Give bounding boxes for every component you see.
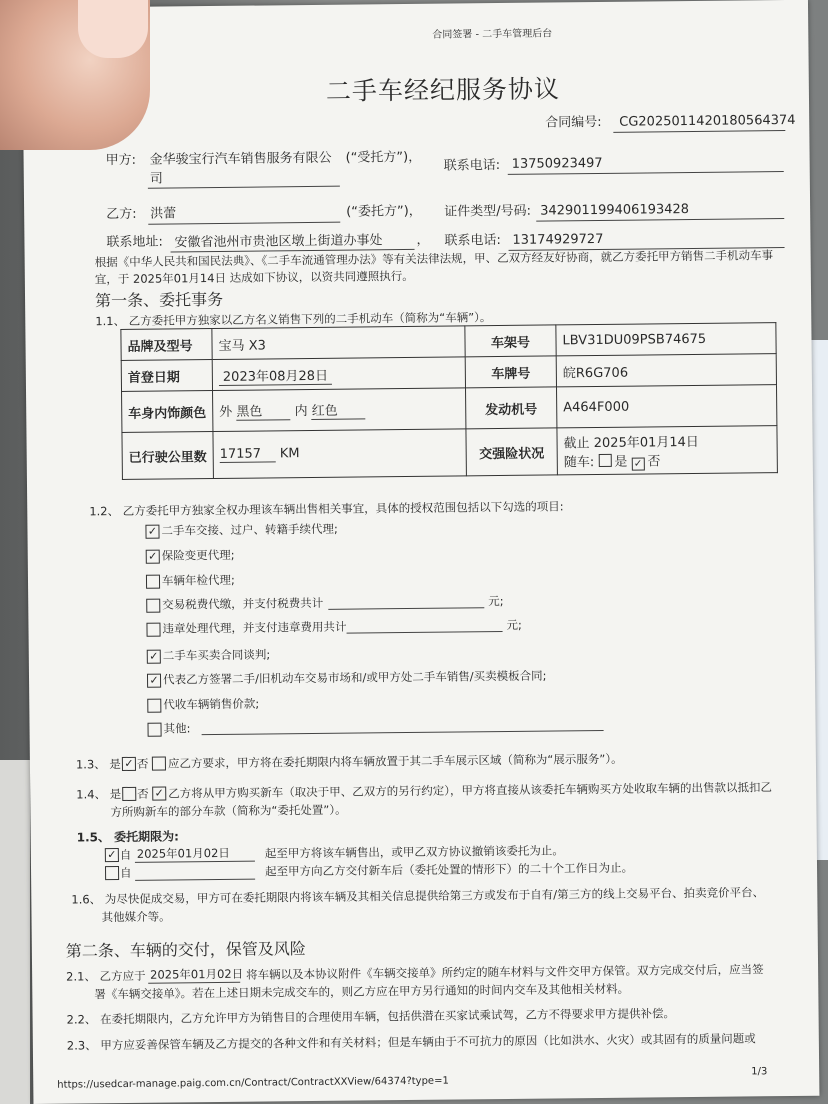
party-a-label: 甲方:: [105, 152, 137, 169]
mileage-label: 已行驶公里数: [122, 432, 213, 480]
mileage-value: [213, 429, 466, 479]
reg-date-label: 首登日期: [121, 360, 212, 392]
no-label: 否: [647, 453, 661, 469]
party-b-addr: 安徽省池州市贵池区墩上街道办事处: [174, 233, 383, 251]
contract-no: CG2025011420180564374: [619, 112, 796, 130]
party-a-name-cont: 司: [149, 171, 163, 187]
interior-label: 内: [294, 404, 308, 420]
checkbox-1-4-yes[interactable]: [122, 787, 136, 801]
checkbox-yes[interactable]: [598, 453, 611, 466]
color-value: [213, 388, 466, 432]
party-a-phone-label: 联系电话:: [443, 158, 501, 174]
underline: [328, 607, 484, 610]
clause-1-4-pre: 1.4、 是: [76, 787, 122, 802]
clause-1-6-line2: 其他媒介等。: [101, 909, 171, 925]
clause-2-3: 2.3、 甲方应妥善保管车辆及乙方提交的各种文件和有关材料；但是车辆由于不可抗力的原因（比如洪水、火灾）或其固有的质量问题或: [66, 1031, 756, 1053]
party-a-name: 金华骏宝行汽车销售服务有限公: [149, 150, 332, 168]
party-b-id: 342901199406193428: [540, 202, 690, 219]
exterior-color: 黑色: [236, 400, 290, 421]
insurance-label: 交强险状况: [466, 428, 557, 476]
brand-label: 品牌及型号: [121, 329, 212, 361]
hand-holding-paper: [0, 0, 150, 150]
table-row: [122, 385, 777, 433]
authorization-checkbox[interactable]: [147, 699, 161, 713]
authorization-item-label: 保险变更代理;: [161, 547, 235, 563]
authorization-checkbox[interactable]: ✓: [145, 525, 159, 539]
vin-value: LBV31DU09PSB74675: [556, 323, 776, 356]
intro-line2: 宜，于 2025年01月14日 达成如下协议，以资共同遵照执行。: [94, 268, 414, 287]
exterior-label: 外: [219, 404, 233, 420]
mileage: 17157: [220, 446, 276, 463]
amount-unit: 元;: [506, 617, 522, 632]
mileage-unit: KM: [279, 446, 300, 462]
checkbox-1-3-no[interactable]: [152, 757, 166, 771]
authorization-item-label: 二手车买卖合同谈判;: [162, 647, 271, 663]
plate-label: 车牌号: [465, 356, 556, 388]
authorization-checkbox[interactable]: [146, 599, 160, 613]
handover-date: 2025年01月02日: [150, 966, 244, 982]
clause-1-4-text: 乙方将从甲方购买新车（取决于甲、乙双方的另行约定），甲方将直接从该委托车辆购买方处收取车辆的出售款以抵扣乙: [168, 780, 773, 801]
authorization-checkbox[interactable]: [146, 575, 160, 589]
clause-1-1: 1.1、 乙方委托甲方独家以乙方名义销售下列的二手机动车（简称为“车辆”）。: [95, 310, 492, 329]
underline: [148, 186, 340, 189]
term-option1-text: 起至甲方将该车辆售出，或甲乙双方协议撤销该委托为止。: [264, 843, 564, 861]
plate-value: 皖R6G706: [556, 354, 776, 387]
brand-value: 宝马 X3: [212, 326, 465, 360]
party-b-name: 洪蕾: [150, 206, 177, 222]
checkbox-1-5-option2[interactable]: [105, 866, 119, 880]
clause-2-1-line2: 署《车辆交接单》。若在上述日期未完成交车的，则乙方应在甲方另行通知的时间内交车及其他相关材料。: [94, 981, 630, 1002]
with-car-label: 随车:: [563, 454, 595, 470]
clause-1-4-mid: 否: [137, 786, 149, 801]
clause-2-2: 2.2、 在委托期限内，乙方允许甲方为销售目的合理使用车辆，包括供潜在买家试乘试驾，乙方不得要求甲方提供补偿。: [66, 1006, 676, 1027]
authorization-checkbox[interactable]: [146, 623, 160, 637]
party-a-phone: 13750923497: [511, 155, 603, 172]
insurance-until: 截止 2025年01月14日: [563, 434, 699, 451]
vehicle-table: [120, 322, 778, 480]
amount-unit: 元;: [488, 593, 504, 609]
authorization-checkbox[interactable]: ✓: [147, 650, 161, 664]
article2-title: 第二条、车辆的交付，保管及风险: [65, 939, 306, 961]
party-b-phone: 13174929727: [512, 231, 604, 248]
checkbox-1-4-no[interactable]: ✓: [152, 787, 166, 801]
contract-paper: [22, 0, 819, 1104]
interior-color: 红色: [312, 399, 366, 420]
authorization-checkbox[interactable]: [147, 723, 161, 737]
table-row: [122, 426, 777, 480]
underline: [135, 879, 255, 881]
clause-1-3-pre: 1.3、 是: [75, 757, 121, 772]
color-label: 车身内饰颜色: [122, 391, 213, 433]
underline: [148, 222, 340, 225]
party-b-label: 乙方:: [106, 206, 137, 223]
term-from-label: 自: [119, 847, 132, 863]
clause-1-5-title: 1.5、 委托期限为:: [76, 829, 180, 845]
authorization-checkbox[interactable]: ✓: [147, 674, 161, 688]
clause-1-2: 1.2、 乙方委托甲方独家全权办理该车辆出售相关事宜，具体的授权范围包括以下勾选的项目:: [89, 499, 564, 519]
insurance-value: [557, 426, 777, 475]
intro-line1: 根据《中华人民共和国民法典》、《二手车流通管理办法》等有关法律法规，甲、乙双方经友好协商，就乙方委托甲方销售二手机动车事: [94, 248, 774, 270]
underline: [148, 982, 240, 984]
checkbox-1-3-yes[interactable]: ✓: [122, 757, 136, 771]
checkbox-1-5-option1[interactable]: ✓: [105, 848, 119, 862]
underline: [202, 730, 604, 735]
term-from-date: 2025年01月02日: [136, 845, 230, 861]
checkbox-no[interactable]: ✓: [631, 457, 644, 470]
reg-date-value: [212, 357, 465, 391]
vin-label: 车架号: [465, 325, 556, 357]
authorization-item-label: 车辆年检代理;: [161, 572, 235, 588]
clause-1-6: 1.6、 为尽快促成交易，甲方可在委托期限内将该车辆及其相关信息提供给第三方或发布于自有/第三方的线上交易平台、拍卖竞价平台、: [71, 885, 765, 907]
term-option2-text: 起至甲方向乙方交付新车后（委托处置的情形下）的二十个工作日为止。: [264, 860, 634, 879]
authorization-item-label: 交易税费代缴，并支付税费共计: [162, 595, 324, 612]
yes-label: 是: [614, 454, 628, 470]
authorization-item-label: 代收车辆销售价款;: [163, 696, 260, 712]
thumbnail: [78, 0, 148, 58]
article1-title: 第一条、委托事务: [94, 289, 224, 311]
authorization-checkbox[interactable]: ✓: [146, 550, 160, 564]
document-title: 二手车经纪服务协议: [325, 74, 561, 106]
party-b-id-label: 证件类型/号码:: [444, 203, 531, 220]
clause-2-1-cont: 将车辆以及本协议附件《车辆交接单》所约定的随车材料与文件交甲方保管。双方完成交付后，应当签: [246, 962, 764, 982]
background-keyboard: [0, 760, 30, 1104]
engine-label: 发动机号: [466, 387, 557, 429]
authorization-item-label: 代表乙方签署二手/旧机动车交易市场和/或甲方处二手车销售/买卖模板合同;: [162, 668, 547, 687]
punct: ，: [416, 232, 430, 248]
authorization-item-label: 违章处理代理，并支付违章费用共计: [162, 619, 347, 636]
authorization-item-label: 其他:: [163, 721, 191, 736]
clause-1-4-line2: 方所购新车的部分车款（简称为“委托处置”）。: [110, 802, 347, 820]
party-b-addr-label: 联系地址:: [106, 234, 163, 251]
footer-url: https://usedcar-manage.paig.com.cn/Contract/ContractXXView/64374?type=1: [57, 1075, 449, 1091]
authorization-item-label: 二手车交接、过户、转籍手续代理;: [161, 521, 338, 538]
term-from-label-2: 自: [119, 865, 132, 881]
page-number: 1/3: [751, 1066, 768, 1078]
contract-no-label: 合同编号:: [545, 114, 602, 131]
underline: [347, 631, 503, 634]
reg-date: 2023年08月28日: [219, 368, 332, 385]
system-header: 合同签署 - 二手车管理后台: [432, 28, 553, 41]
clause-1-3-text: 应乙方要求，甲方将在委托期限内将车辆放置于其二手车展示区域（简称为“展示服务”）。: [167, 751, 623, 771]
clause-2-1: 2.1、 乙方应于: [66, 968, 146, 984]
engine-value: A464F000: [556, 385, 776, 428]
clause-1-3-mid: 否: [136, 756, 149, 771]
party-a-role: (“受托方”)，: [345, 149, 422, 166]
insurance-with-car: [564, 449, 771, 471]
party-b-phone-label: 联系电话:: [444, 232, 501, 249]
underline: [135, 861, 255, 863]
party-b-role: (“委托方”)，: [346, 203, 422, 220]
